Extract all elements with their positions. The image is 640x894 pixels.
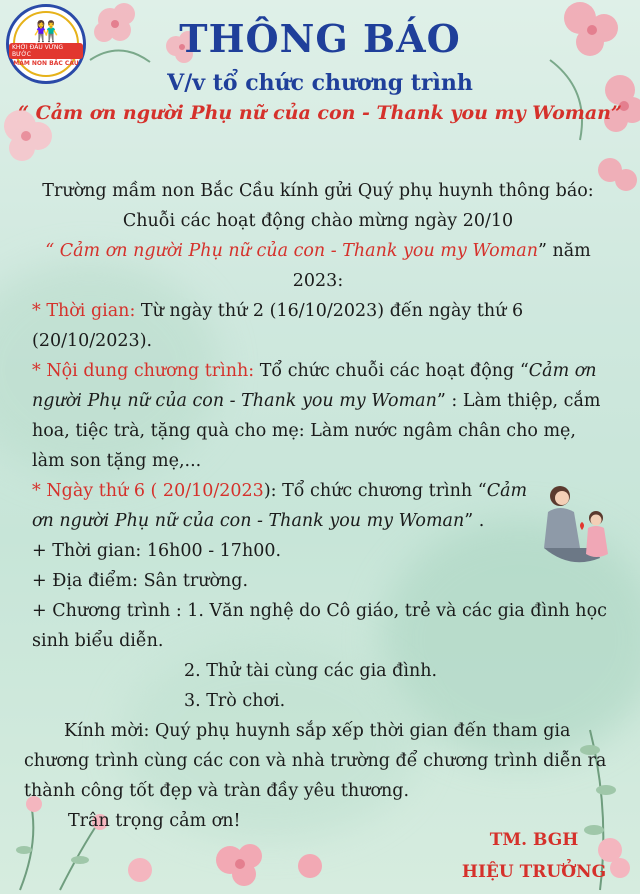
series-line: Chuỗi các hoạt động chào mừng ngày 20/10 [122,211,514,231]
day-text-2: ” . [464,511,485,531]
sub-place: + Địa điểm: Sân trường. [32,571,249,591]
time-text: Từ ngày thứ 2 (16/10/2023) đến ngày thứ 6 (20/10/2023). [32,301,524,351]
signature-line-1: TM. BGH [489,830,579,850]
invitation [24,716,612,806]
content-quote: Cảm ơn người Phụ nữ của con - Thank you my Woman [32,361,597,411]
invitation-text: Kính mời: Quý phụ huynh sắp xếp thời gian đến tham gia chương trình cùng các con và nhà trường để chương trình diễn ra thành công tốt đẹp và tràn đầy yêu thương. [24,721,607,801]
content-label: * Nội dung chương trình: [32,361,255,381]
mother-child-illustration [530,478,626,570]
time-label: * Thời gian: [32,301,136,321]
signature-block [454,824,614,888]
flower-cluster-bottom-center [190,830,360,894]
thanks-line: Trân trọng cảm ơn! [68,811,241,831]
content-text-1: Tổ chức chuỗi các hoạt động “ [254,361,529,381]
sub-program: + Chương trình : 1. Văn nghệ do Cô giáo, trẻ và các gia đình học sinh biểu diễn. [32,601,607,651]
signature-line-2: HIỆU TRƯỞNG [461,862,607,882]
sub-time: + Thời gian: 16h00 - 17h00. [32,541,282,561]
logo-school-name: MẦM NON BẮC CẦU [13,60,79,67]
program-item-2: 2. Thử tài cùng các gia đình. [184,661,438,681]
announcement-body [24,176,612,836]
page-subtitle: V/v tổ chức chương trình [167,70,473,96]
logo-badge: KHỞI ĐẦU VỮNG BƯỚC [9,43,83,59]
program-year: ” năm 2023: [292,241,591,291]
content-text-2: ” : Làm thiệp, cắm hoa, tiệc trà, tặng quà cho mẹ: Làm nước ngâm chân cho mẹ, làm son tặng mẹ,... [32,391,601,471]
day-label: * Ngày thứ 6 ( 20/10/2023 [32,481,264,501]
program-name-line [24,236,612,296]
page-title: THÔNG BÁO [179,16,461,61]
day-section [24,476,612,536]
program-item-3: 3. Trò chơi. [184,691,286,711]
program-quote: “ Cảm ơn người Phụ nữ của con - Thank you my Woman [45,241,538,261]
content-section [24,356,612,476]
intro-line: Trường mầm non Bắc Cầu kính gửi Quý phụ huynh thông báo: [42,181,594,201]
children-icon: 👫 [33,19,59,43]
program-theme: “ Cảm ơn người Phụ nữ của con - Thank you my Woman” [18,102,622,124]
day-text-1: ): Tổ chức chương trình “ [263,481,487,501]
time-section [24,296,612,356]
day-quote: Cảm ơn người Phụ nữ của con - Thank you my Woman [32,481,528,531]
